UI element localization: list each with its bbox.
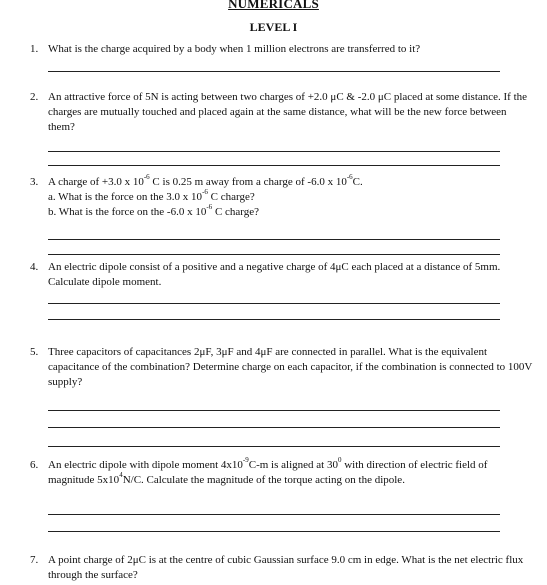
question-text: A charge of +3.0 x $10^{-6}$ C is 0.25 m away from a charge of -6.0 x $10^{-6}C$. xyxy=(48,173,363,188)
question-text: What is the charge acquired by a body when 1 million electrons are transferred to it? xyxy=(48,43,421,55)
answer-line xyxy=(48,239,500,240)
question-number: 4. xyxy=(30,261,39,273)
answer-line xyxy=(48,151,500,152)
question-text: An electric dipole consist of a positive and a negative charge of 4μC each placed at a distance of 5mm. Calculate dipole moment. xyxy=(48,261,501,288)
question-7 xyxy=(30,553,535,583)
question-5 xyxy=(30,345,535,390)
question-number: 6. xyxy=(30,459,39,471)
sub-question-a: a. What is the force on the 3.0 x $10^{-6}$ C charge? xyxy=(48,188,255,203)
question-text: An attractive force of 5N is acting between two charges of +2.0 μC & -2.0 μC placed at some distance. If the charges are mutually touched and placed again at the same distance, what will be the new force between them? xyxy=(48,91,528,133)
question-6 xyxy=(30,458,535,488)
question-number: 1. xyxy=(30,43,39,55)
question-text: Three capacitors of capacitances 2μF, 3μF and 4μF are connected in parallel. What is the equivalent capacitance of the combination? Determine charge on each capacitor, if the combination is connected to 100V supply? xyxy=(48,346,533,388)
question-3 xyxy=(30,175,535,220)
answer-line xyxy=(48,165,500,166)
answer-line xyxy=(48,531,500,532)
question-2 xyxy=(30,90,535,135)
answer-line xyxy=(48,410,500,411)
question-number: 5. xyxy=(30,346,39,358)
question-text: A point charge of 2μC is at the centre of cubic Gaussian surface 9.0 cm in edge. What is the net electric flux through the surface? xyxy=(48,554,524,581)
sub-question-b: b. What is the force on the -6.0 x $10^{-6}$ C charge? xyxy=(48,203,260,218)
question-text: An electric dipole with dipole moment $4x10^{-9}C-m$ is aligned at $30^0$ with direction of electric field of magnitude $5x10^4N/C$. Calculate the magnitude of the torque acting on the dipole. xyxy=(48,456,488,486)
answer-line xyxy=(48,427,500,428)
answer-line xyxy=(48,303,500,304)
answer-line xyxy=(48,319,500,320)
level-heading: LEVEL I xyxy=(249,20,298,34)
answer-line xyxy=(48,514,500,515)
question-4 xyxy=(30,260,535,290)
page-title: NUMERICALS xyxy=(228,0,319,11)
answer-line xyxy=(48,446,500,447)
question-1 xyxy=(30,42,535,57)
answer-line xyxy=(48,71,500,72)
question-number: 3. xyxy=(30,176,39,188)
answer-line xyxy=(48,254,500,255)
question-number: 2. xyxy=(30,91,39,103)
question-number: 7. xyxy=(30,554,39,566)
